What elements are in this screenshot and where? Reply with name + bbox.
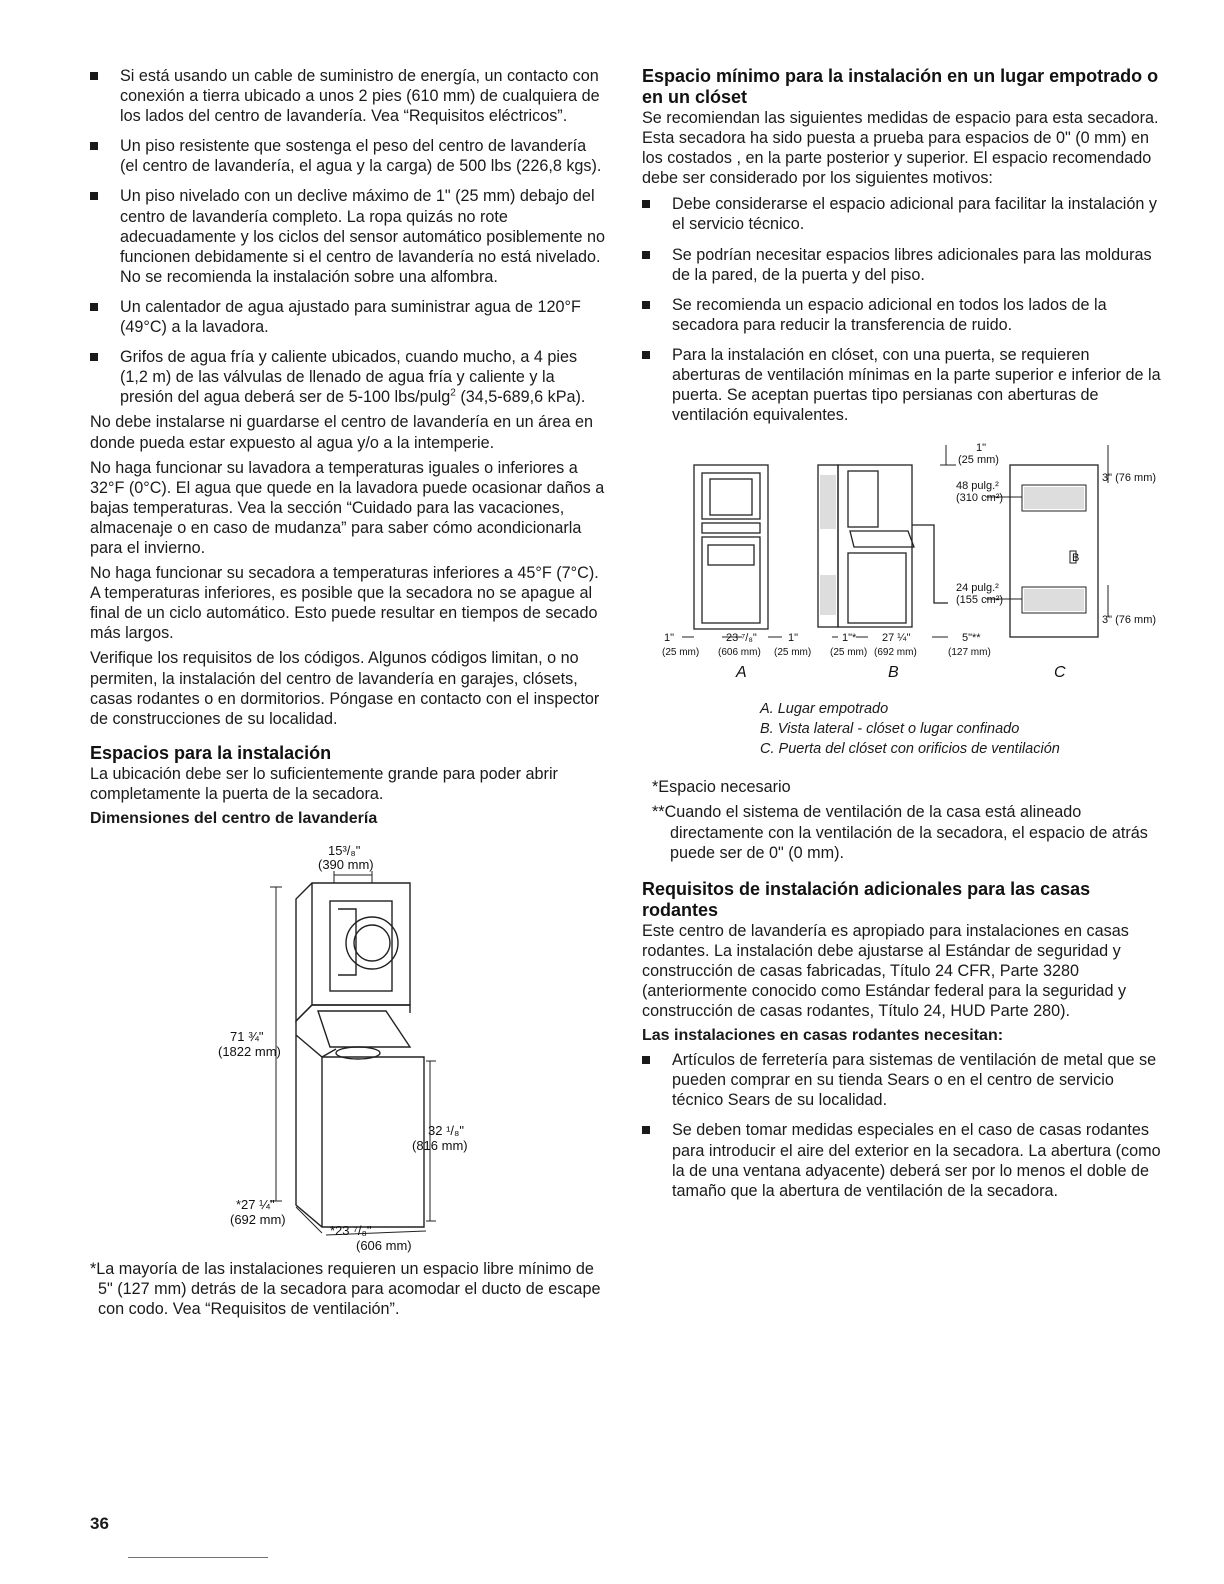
footnote-text: *La mayoría de las instalaciones requieren un espacio libre mínimo de 5" (127 mm) detrás de la secadora para acomodar el ducto de escape con codo. Vea “Requisitos de ventilación”. (90, 1260, 601, 1319)
top-gap-mm: (25 mm) (958, 454, 999, 467)
list-item: Un piso nivelado con un declive máximo de 1" (25 mm) debajo del centro de lavandería completo. La ropa quizás no rote adecuadamente y los ciclos del sensor automático posiblemente no funcionen debidamente si el centro de lavandería no está nivelado. No se recomienda la instalación sobre una alfombra. (90, 186, 606, 286)
a-left-in: 1" (664, 632, 675, 645)
front-in-label: *23 ⁷/₈" (330, 1223, 372, 1238)
label-a: A (736, 664, 747, 682)
a-mid-mm: (606 mm) (718, 647, 761, 659)
paragraph: No debe instalarse ni guardarse el centro de lavandería en un área en donde pueda estar expuesto al agua y/o a la intemperie. (90, 413, 594, 452)
label-c: C (1054, 664, 1066, 682)
left-column (90, 66, 606, 1324)
list-item: Se deben tomar medidas especiales en el caso de casas rodantes para introducir el aire del exterior en la secadora. La abertura (como la de una ventana adyacente) deberá ser por lo menos el doble de tamaño que la abertura de ventilación de la secadora. (642, 1120, 1162, 1200)
a-mid-in: 23 ⁷/₈" (726, 632, 757, 645)
mobile-home-list (642, 1050, 1162, 1201)
caption-b: B. Vista lateral - clóset o lugar confinado (760, 721, 1020, 738)
height-mm-label: (1822 mm) (218, 1044, 281, 1059)
vent-bottom-cm: (155 cm²) (956, 594, 1004, 607)
mobile-home-title: Requisitos de instalación adicionales para las casas rodantes (642, 878, 1091, 920)
paragraph: No haga funcionar su secadora a temperaturas inferiores a 45°F (7°C). A temperaturas inferiores, es posible que la secadora no se apague al final de un ciclo automático. Esto puede resultar en tiempos de secado más largos. (90, 564, 599, 643)
vent-top-cm: (310 cm²) (956, 492, 1004, 505)
mobile-home-text: Este centro de lavandería es apropiado para instalaciones en casas rodantes. La instalación debe ajustarse al Estándar de seguridad y construcción de casas fabricadas, Título 24 CFR, Parte 3280 (anteriormente conocido como Estándar federal para la seguridad y construcción de casas rodantes, Título 24, HUD Parte 280). (642, 921, 1129, 1021)
depth-mm-label: (692 mm) (230, 1212, 286, 1227)
vent-bottom-area: 24 pulg.² (956, 582, 999, 595)
recessed-space-title: Espacio mínimo para la instalación en un lugar empotrado o en un clóset (642, 66, 1159, 107)
requirements-list (90, 66, 606, 407)
mobile-home-subtitle: Las instalaciones en casas rodantes necesitan: (642, 1027, 1004, 1045)
b-left-in: 1"* (842, 632, 857, 645)
note-required: *Espacio necesario (652, 778, 791, 797)
door-letter: B (1072, 552, 1080, 565)
left-footnote (90, 1259, 606, 1319)
door-bottom-gap: 3" (76 mm) (1102, 614, 1157, 627)
width-mm-label: (390 mm) (318, 857, 374, 872)
width-in-label: 15³/₈" (328, 843, 361, 858)
list-item: Se recomienda un espacio adicional en todos los lados de la secadora para reducir la transferencia de ruido. (642, 295, 1162, 335)
b-right-in: 5"** (962, 632, 981, 645)
note-vent: **Cuando el sistema de ventilación de la casa está alineado directamente con la ventilación de la secadora, el espacio de atrás puede ser de 0" (0 mm). (652, 803, 1148, 862)
section-title: Espacios para la instalación (90, 742, 332, 763)
caption-a: A. Lugar empotrado (760, 701, 889, 718)
door-top-gap: 3" (76 mm) (1102, 472, 1157, 485)
top-gap-in: 1" (976, 442, 987, 455)
list-item: Un piso resistente que sostenga el peso del centro de lavandería (el centro de lavandería, el agua y la carga) de 500 lbs (226,8 kgs). (90, 136, 606, 176)
recessed-intro: Se recomiendan las siguientes medidas de espacio para esta secadora. Esta secadora ha sido puesta a prueba para espacios de 0" (0 mm) en los costados , en la parte posterior y superior. El espacio recomendado debe ser considerado por los siguientes motivos: (642, 109, 1159, 188)
a-right-mm: (25 mm) (774, 647, 812, 659)
caption-c: C. Puerta del clóset con orificios de ventilación (760, 741, 1060, 758)
list-item: Debe considerarse el espacio adicional para facilitar la instalación y el servicio técnico. (642, 194, 1162, 234)
list-item: Se podrían necesitar espacios libres adicionales para las molduras de la pared, de la puerta y del piso. (642, 245, 1162, 285)
label-b: B (888, 664, 899, 682)
list-item (90, 347, 606, 407)
lower-mm-label: (816 mm) (412, 1138, 468, 1153)
footer-rule (128, 1557, 268, 1558)
paragraph: Verifique los requisitos de los códigos. Algunos códigos limitan, o no permiten, la instalación del centro de lavandería en garajes, clósets, casas rodantes o en dormitorios. Póngase en contacto con el inspector de construcciones de su localidad. (90, 649, 600, 728)
list-item: Un calentador de agua ajustado para suministrar agua de 120°F (49°C) a la lavadora. (90, 297, 606, 337)
list-item: Si está usando un cable de suministro de energía, un contacto con conexión a tierra ubicado a unos 2 pies (610 mm) de cualquiera de los lados del centro de lavandería. Vea “Requisitos eléctricos”. (90, 66, 606, 126)
b-mid-in: 27 ¼" (882, 632, 911, 645)
section-text: La ubicación debe ser lo suficientemente grande para poder abrir completamente la puerta de la secadora. (90, 764, 558, 803)
front-mm-label: (606 mm) (356, 1238, 412, 1253)
a-left-mm: (25 mm) (662, 647, 700, 659)
closet-drawing (642, 435, 1162, 685)
page-number: 36 (90, 1514, 109, 1533)
clearance-reasons-list (642, 194, 1162, 425)
a-right-in: 1" (788, 632, 799, 645)
height-in-label: 71 ¾" (230, 1029, 264, 1044)
b-left-mm: (25 mm) (830, 647, 868, 659)
dims-title: Dimensiones del centro de lavandería (90, 810, 378, 827)
paragraph: No haga funcionar su lavadora a temperaturas iguales o inferiores a 32°F (0°C). El agua que quede en la lavadora puede ocasionar daños a bajas temperaturas. Vea la sección “Cuidado para las vacaciones, almacenaje o en caso de mudanza” para saber cómo acondicionarla para el invierno. (90, 458, 605, 557)
lower-in-label: 32 ¹/₈" (428, 1123, 465, 1138)
laundry-center-dimensions-figure (90, 835, 606, 1255)
list-item: Artículos de ferretería para sistemas de ventilación de metal que se pueden comprar en su tienda Sears o en el centro de servicio técnico Sears de su localidad. (642, 1050, 1162, 1110)
b-mid-mm: (692 mm) (874, 647, 917, 659)
clearance-notes (642, 777, 1162, 862)
right-column (642, 66, 1162, 1211)
laundry-center-drawing (90, 835, 606, 1255)
faucets-text: Grifos de agua fría y caliente ubicados, cuando mucho, a 4 pies (1,2 m) de las válvulas de llenado de agua fría y caliente y la presión del agua deberá ser de 5-100 lbs/pulg$^2$ (34,5-689,6 kPa). (120, 348, 586, 407)
vent-top-area: 48 pulg.² (956, 480, 999, 493)
figure-captions (760, 699, 1162, 759)
b-right-mm: (127 mm) (948, 647, 991, 659)
depth-in-label: *27 ¼" (236, 1197, 275, 1212)
list-item: Para la instalación en clóset, con una puerta, se requieren aberturas de ventilación mínimas en la parte superior e inferior de la puerta. Se aceptan puertas tipo persianas con aberturas de ventilación equivalentes. (642, 345, 1162, 425)
closet-installation-figure (642, 435, 1162, 685)
